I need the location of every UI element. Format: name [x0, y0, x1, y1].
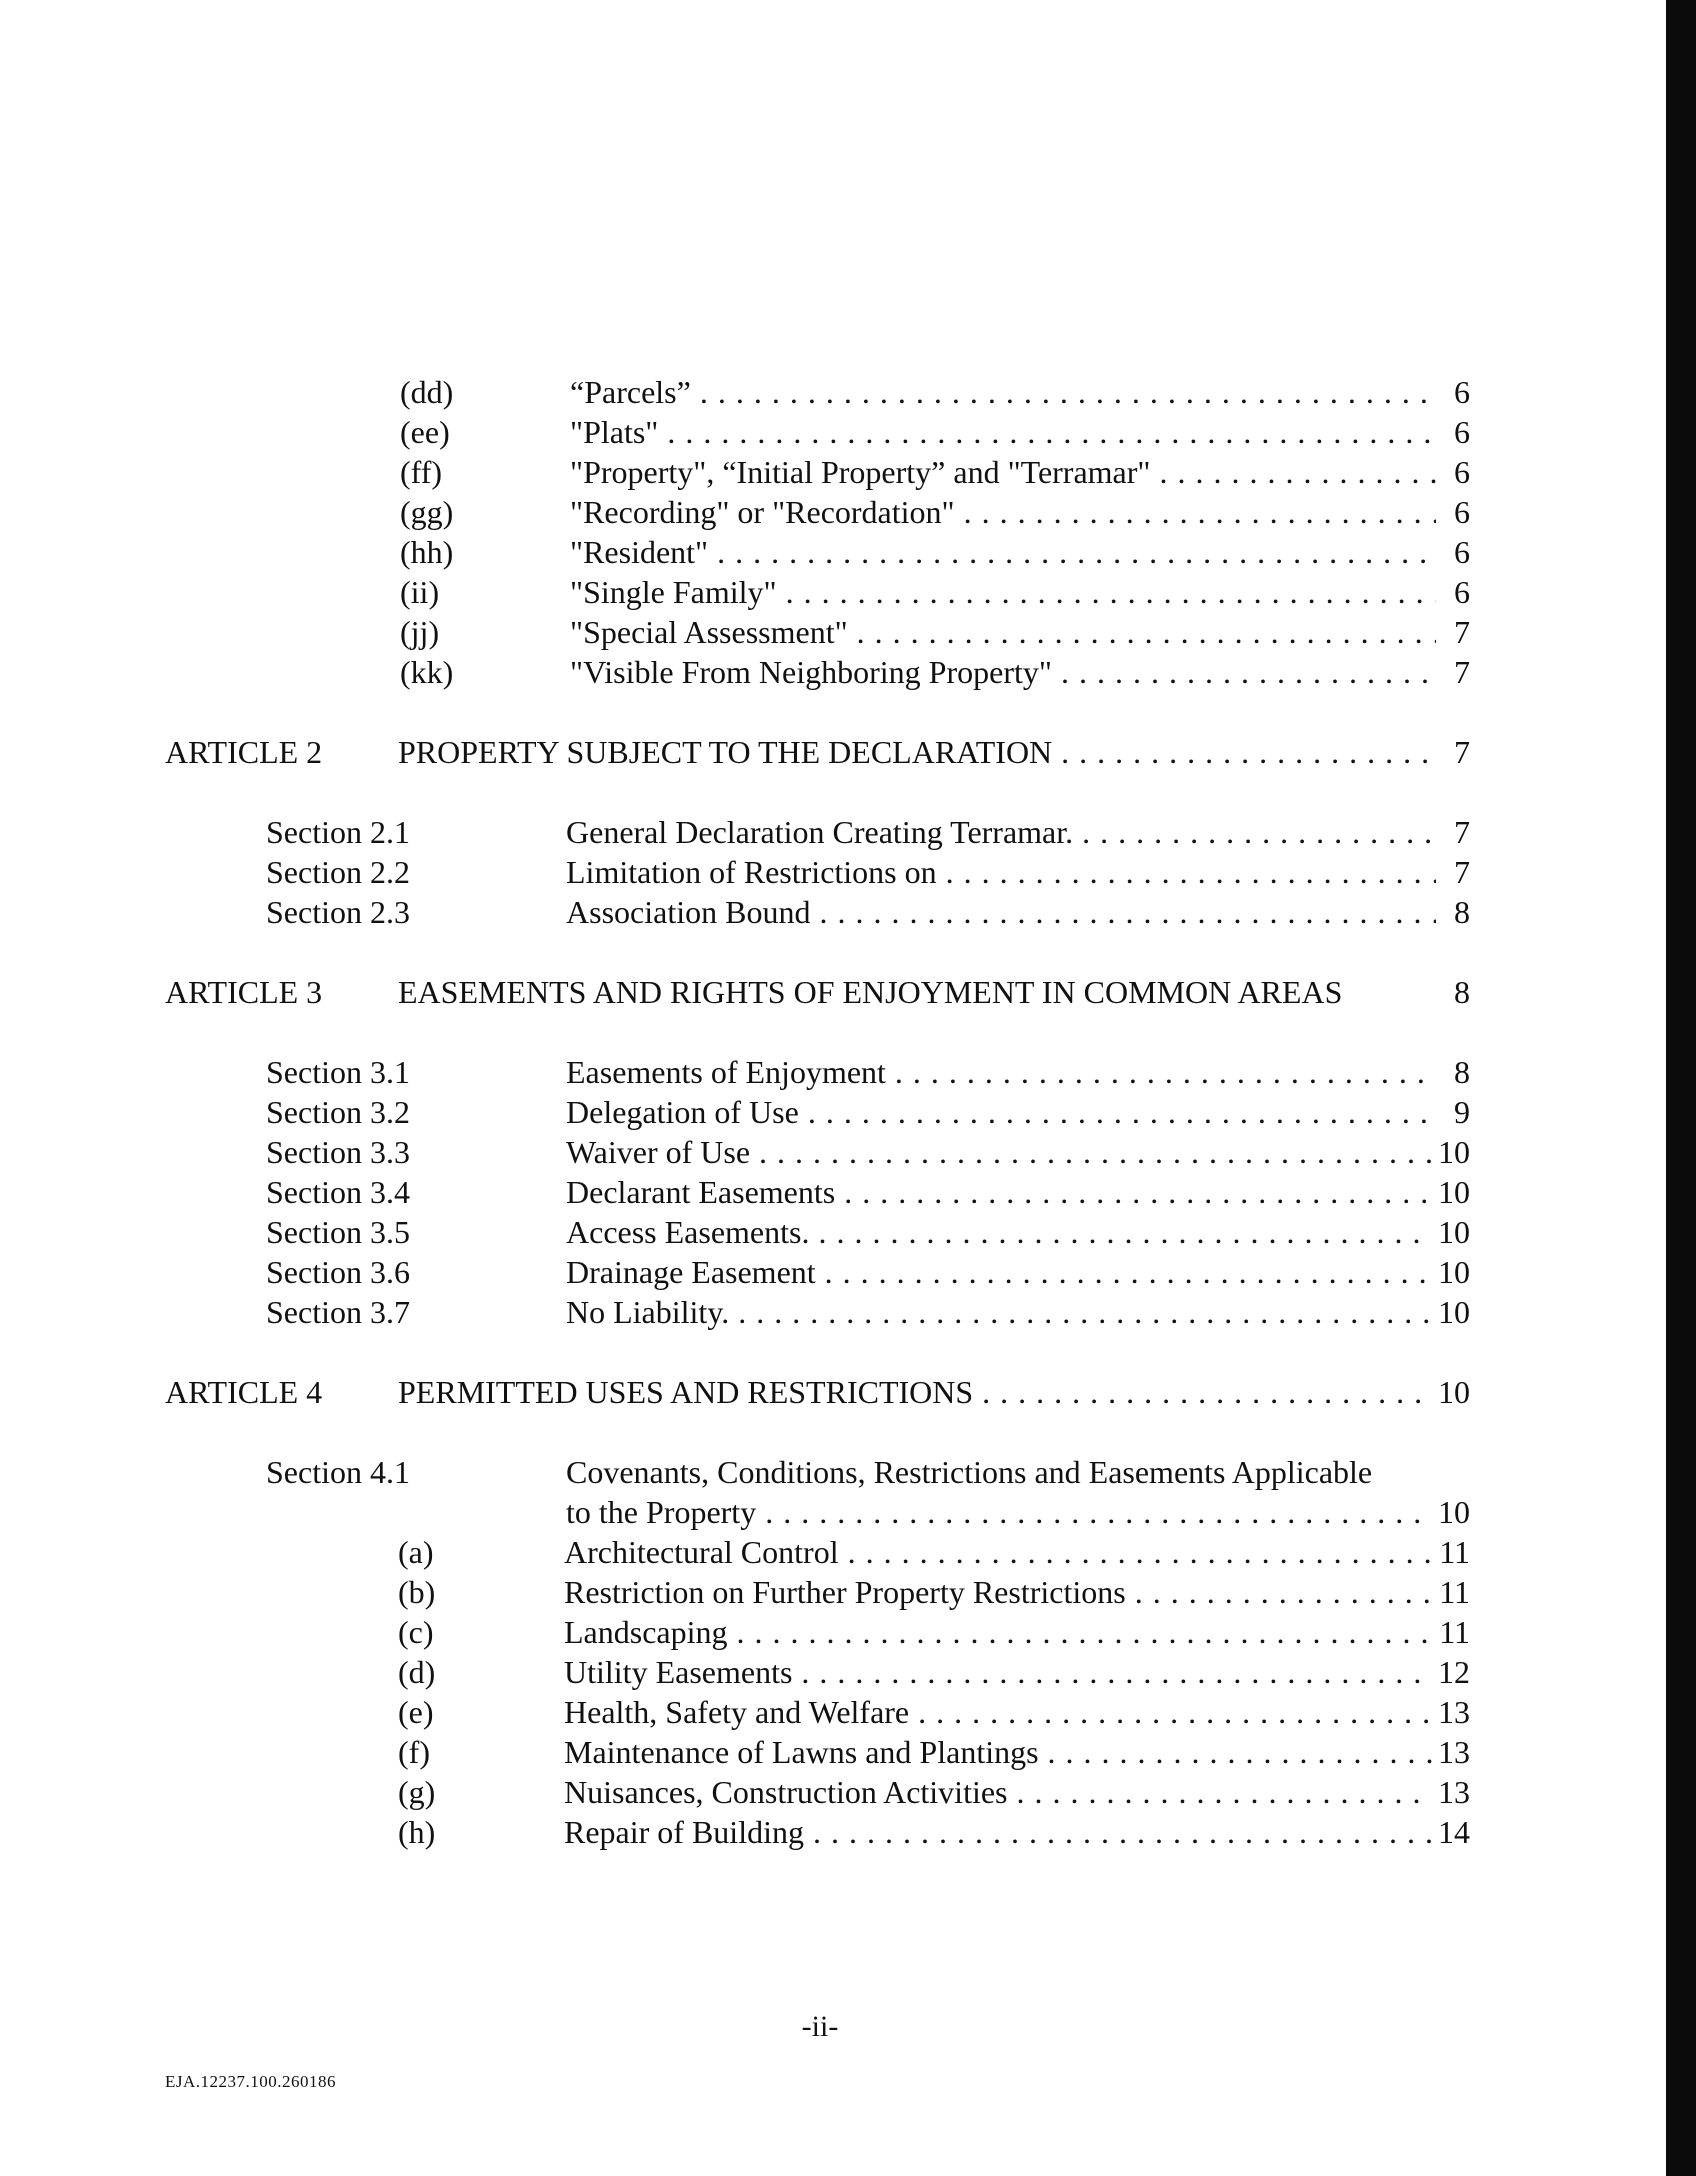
toc-label: (a) [398, 1534, 434, 1570]
toc-page-number: 10 [1432, 1212, 1470, 1252]
toc-label: Section 3.6 [266, 1254, 410, 1290]
toc-page-number: 10 [1432, 1372, 1470, 1412]
toc-entry-row [0, 1212, 1696, 1252]
toc-title: Access Easements. . . . [566, 1212, 1436, 1252]
toc-article-row [0, 1372, 1696, 1412]
toc-page-number: 8 [1448, 1052, 1470, 1092]
toc-label: (hh) [400, 534, 454, 570]
toc-entry-row [0, 1092, 1696, 1132]
toc-entry-row [0, 1492, 1696, 1532]
toc-label: (f) [398, 1734, 430, 1770]
toc-title: Drainage Easement . . . [566, 1252, 1436, 1292]
toc-entry-row [0, 852, 1696, 892]
toc-page-number: 11 [1433, 1572, 1470, 1612]
toc-title: Waiver of Use . . . [566, 1132, 1436, 1172]
toc-label: Section 4.1 [266, 1454, 410, 1490]
toc-label: ARTICLE 2 [165, 734, 323, 770]
toc-page-number: 11 [1433, 1532, 1470, 1572]
toc-entry-row [0, 1172, 1696, 1212]
toc-title: Nuisances, Construction Activities . . . [564, 1772, 1436, 1812]
toc-title: Declarant Easements . . . [566, 1172, 1436, 1212]
toc-page-number: 6 [1448, 412, 1470, 452]
toc-entry-row [0, 812, 1696, 852]
toc-entry-row [0, 1812, 1696, 1852]
toc-page-number: 6 [1448, 452, 1470, 492]
toc-label: Section 3.2 [266, 1094, 410, 1130]
toc-label: (dd) [400, 374, 454, 410]
toc-page-number: 11 [1433, 1612, 1470, 1652]
toc-title: Easements of Enjoyment . . . [566, 1052, 1436, 1092]
toc-page-number: 12 [1432, 1652, 1470, 1692]
toc-entry-row [0, 492, 1696, 532]
toc-page-number: 8 [1448, 892, 1470, 932]
toc-label: Section 2.1 [266, 814, 410, 850]
toc-label: Section 3.4 [266, 1174, 410, 1210]
toc-page-number: 9 [1448, 1092, 1470, 1132]
toc-article-row [0, 972, 1696, 1012]
toc-title: to the Property . . . [566, 1492, 1436, 1532]
toc-title: Repair of Building . . . [564, 1812, 1436, 1852]
toc-label: (d) [398, 1654, 436, 1690]
toc-page-number: 7 [1448, 612, 1470, 652]
toc-label: Section 3.7 [266, 1294, 410, 1330]
toc-title: "Plats" . . . [570, 412, 1436, 452]
toc-entry-row [0, 612, 1696, 652]
toc-label: (c) [398, 1614, 434, 1650]
toc-title: Restriction on Further Property Restrictions . . . [564, 1572, 1436, 1612]
document-id: EJA.12237.100.260186 [165, 2072, 337, 2091]
toc-entry-row [0, 572, 1696, 612]
toc-title: No Liability. . . . [566, 1292, 1436, 1332]
toc-page-number: 6 [1448, 372, 1470, 412]
toc-title: Covenants, Conditions, Restrictions and Easements Applicable [566, 1454, 1373, 1490]
toc-page-number: 8 [1448, 972, 1470, 1012]
toc-page-number: 7 [1448, 852, 1470, 892]
toc-page-number: 10 [1432, 1132, 1470, 1172]
toc-entry-row [0, 1532, 1696, 1572]
toc-label: Section 3.5 [266, 1214, 410, 1250]
toc-title: "Single Family" . . . [570, 572, 1436, 612]
table-of-contents [0, 372, 1696, 1852]
toc-title: Utility Easements . . . [564, 1652, 1436, 1692]
toc-label: Section 2.3 [266, 894, 410, 930]
toc-page-number: 13 [1432, 1772, 1470, 1812]
toc-entry-row [0, 1132, 1696, 1172]
toc-page-number: 10 [1432, 1172, 1470, 1212]
toc-title: Association Bound . . . [566, 892, 1436, 932]
toc-page-number: 10 [1432, 1492, 1470, 1532]
toc-entry-row [0, 1252, 1696, 1292]
toc-title: "Resident" . . . [570, 532, 1436, 572]
toc-entry-row [0, 1692, 1696, 1732]
toc-entry-row [0, 1292, 1696, 1332]
toc-label: Section 3.3 [266, 1134, 410, 1170]
toc-entry-row [0, 1572, 1696, 1612]
toc-page-number: 10 [1432, 1252, 1470, 1292]
toc-page-number: 7 [1448, 652, 1470, 692]
toc-page-number: 7 [1448, 732, 1470, 772]
toc-title: PROPERTY SUBJECT TO THE DECLARATION . . . [398, 732, 1436, 772]
toc-page-number: 6 [1448, 492, 1470, 532]
toc-entry-row [0, 412, 1696, 452]
toc-title: General Declaration Creating Terramar. . . . [566, 812, 1436, 852]
toc-entry-row [0, 1652, 1696, 1692]
toc-entry-row [0, 1452, 1696, 1492]
toc-title: "Special Assessment" . . . [570, 612, 1436, 652]
toc-page-number: 13 [1432, 1692, 1470, 1732]
toc-page-number: 14 [1432, 1812, 1470, 1852]
toc-label: (gg) [400, 494, 454, 530]
toc-title: Limitation of Restrictions on . . . [566, 852, 1436, 892]
toc-page-number: 7 [1448, 812, 1470, 852]
toc-title: "Visible From Neighboring Property" . . . [570, 652, 1436, 692]
toc-title: EASEMENTS AND RIGHTS OF ENJOYMENT IN COMMON AREAS [398, 974, 1343, 1010]
toc-page-number: 6 [1448, 532, 1470, 572]
toc-title: Architectural Control . . . [564, 1532, 1436, 1572]
toc-entry-row [0, 372, 1696, 412]
toc-label: Section 2.2 [266, 854, 410, 890]
toc-title: PERMITTED USES AND RESTRICTIONS . . . [398, 1372, 1436, 1412]
toc-page-number: 13 [1432, 1732, 1470, 1772]
toc-entry-row [0, 652, 1696, 692]
toc-article-row [0, 732, 1696, 772]
page-number: -ii- [801, 2010, 839, 2043]
toc-title: "Recording" or "Recordation" . . . [570, 492, 1436, 532]
toc-label: (kk) [400, 654, 454, 690]
toc-label: (ff) [400, 454, 443, 490]
toc-entry-row [0, 1772, 1696, 1812]
toc-title: Health, Safety and Welfare . . . [564, 1692, 1436, 1732]
toc-title: “Parcels” . . . [570, 372, 1436, 412]
toc-label: (jj) [400, 614, 440, 650]
toc-title: "Property", “Initial Property” and "Terramar" . . . [570, 452, 1436, 492]
toc-entry-row [0, 892, 1696, 932]
toc-entry-row [0, 532, 1696, 572]
toc-label: ARTICLE 3 [165, 974, 323, 1010]
toc-label: Section 3.1 [266, 1054, 410, 1090]
toc-title: Landscaping . . . [564, 1612, 1436, 1652]
toc-label: ARTICLE 4 [165, 1374, 323, 1410]
toc-label: (h) [398, 1814, 436, 1850]
toc-label: (b) [398, 1574, 436, 1610]
toc-title: Delegation of Use . . . [566, 1092, 1436, 1132]
toc-page-number: 10 [1432, 1292, 1470, 1332]
toc-entry-row [0, 1612, 1696, 1652]
toc-entry-row [0, 452, 1696, 492]
toc-title: Maintenance of Lawns and Plantings . . . [564, 1732, 1436, 1772]
toc-label: (ee) [400, 414, 450, 450]
toc-label: (e) [398, 1694, 434, 1730]
toc-label: (g) [398, 1774, 436, 1810]
toc-entry-row [0, 1052, 1696, 1092]
toc-entry-row [0, 1732, 1696, 1772]
toc-label: (ii) [400, 574, 440, 610]
toc-page-number: 6 [1448, 572, 1470, 612]
